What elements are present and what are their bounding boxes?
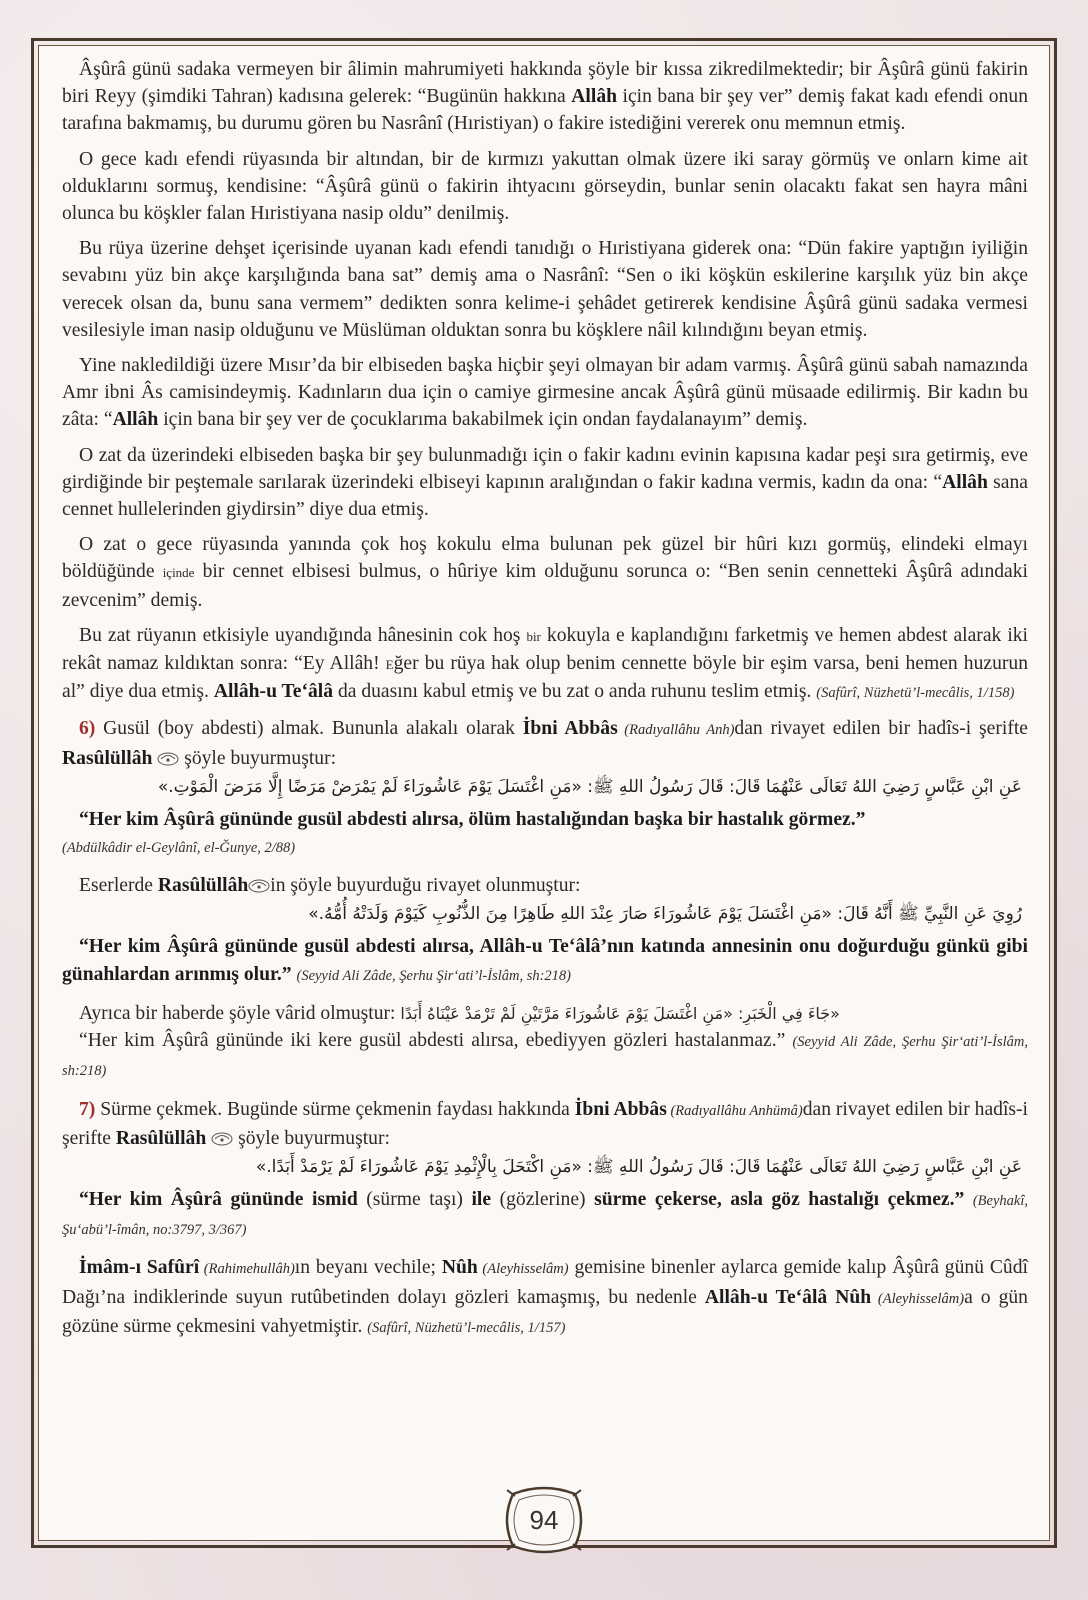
item-6-intro: 6) Gusül (boy abdesti) almak. Bununla alakalı olarak İbni Abbâs (Radıyallâhu Anh)dan rivayet edilen bir hadîs-i şerifte Rasûlüllâh şöyle buyurmuştur: xyxy=(62,718,1029,769)
final-paragraph: İmâm-ı Safûrî (Rahimehullâh)ın beyanı vechile; Nûh (Aleyhisselâm) gemisine binenler aylarca gemide kalıp Âşûrâ günü Cûdî Dağı’na indiklerinde suyun rutûbetinden dolayı gözleri kamaşmış, bu nedenle Allâh-u Te‘âlâ Nûh (Aleyhisselâm)a o gün gözüne sürme çekmesini vahyetmiştir. (Safûrî, Nüzhetü’l-mecâlis, 1/157) xyxy=(62,1257,1028,1337)
sallallahu-alayhi-wasallam-icon xyxy=(211,1130,233,1146)
translation-1: “Her kim Âşûrâ gününde gusül abdesti alırsa, ölüm hastalığından başka bir hastalık görmez.” xyxy=(79,808,866,830)
sallallahu-alayhi-wasallam-icon xyxy=(248,877,270,893)
page-content xyxy=(62,56,1028,1350)
arabic-hadith-1: عَنِ ابْنِ عَبَّاسٍ رَضِيَ اللهُ تَعَالَى عَنْهُمَا قَالَ: قَالَ رَسُولُ اللهِ ﷺ: «مَنِ اغْتَسَلَ يَوْمَ عَاشُورَاءَ لَمْ يَمْرَضْ مَرَضًا إِلَّا مَرَضَ الْمَوْتِ.» xyxy=(157,776,1022,797)
page-number-ornament xyxy=(499,1484,589,1556)
sallallahu-alayhi-wasallam-icon xyxy=(157,750,179,766)
paragraph-4: Yine nakledildiği üzere Mısır’da bir elbiseden başka hiçbir şeyi olmayan bir adam varmış. Âşûrâ günü sabah namazında Amr ibni Âs camisindeymiş. Kadınların dua için o camiye girmesine ancak Âşûrâ günü müsaade edilirmiş. Bir kadın bu zâta: “Allâh için bana bir şey ver de çocuklarıma bakabilmek için ondan faydalanayım” demiş. xyxy=(62,355,1028,431)
arabic-hadith-3: «جَاءَ فِي الْخَبَرِ: «مَنِ اغْتَسَلَ يَوْمَ عَاشُورَاءَ مَرَّتَيْنِ لَمْ تَرْمَدْ عَيْنَاهُ أَبَدًا xyxy=(400,1003,840,1023)
translation-2: “Her kim Âşûrâ gününde gusül abdesti alırsa, Allâh-u Te‘âlâ’nın katında annesinin onu doğurduğu günkü gibi günahlardan arınmış olur.” (Seyyid Ali Zâde, Şerhu Şir‘ati’l-İslâm, sh:218) xyxy=(62,936,1028,985)
translation-4: “Her kim Âşûrâ gününde ismid (sürme taşı) ile (gözlerine) sürme çekerse, asla göz hastalığı çekmez.” (Beyhakî, Şu‘abü’l-îmân, no:3797, 3/367) xyxy=(62,1188,1028,1239)
paragraph-3: Bu rüya üzerine dehşet içerisinde uyanan kadı efendi tanıdığı o Hıristiyana giderek ona: “Dün fakire yaptığın iyiliğin sevabını yüz bin akçe karşılığında bana sat” demiş ama o Nasrânî: “Sen o iki köşkün eskilerine karşılık yüz bin akçe verecek olsan da, bunu sana vermem” dedikten sonra kelime-i şehâdet getirerek kendisine Âşûrâ günü sadaka vermesi vesilesiyle iman nasip olduğunu ve Müslüman olduktan sonra bu köşklere nâil kılındığını beyan etmiş. xyxy=(62,238,1028,341)
item-6-paragraph-3: Ayrıca bir haberde şöyle vârid olmuştur: «جَاءَ فِي الْخَبَرِ: «مَنِ اغْتَسَلَ يَوْمَ عَاشُورَاءَ مَرَّتَيْنِ لَمْ تَرْمَدْ عَيْنَاهُ أَبَدًا xyxy=(79,1002,840,1024)
arabic-hadith-2: رُوِيَ عَنِ النَّبِيِّ ﷺ أَنَّهُ قَالَ: «مَنِ اغْتَسَلَ يَوْمَ عَاشُورَاءَ صَارَ عِنْدَ اللهِ طَاهِرًا مِنَ الذُّنُوبِ كَيَوْمَ وَلَدَتْهُ أُمُّهُ.» xyxy=(308,904,1022,925)
citation-1: (Abdülkâdir el-Geylânî, el-Ğunye, 2/88) xyxy=(62,840,296,857)
paragraph-7: Bu zat rüyanın etkisiyle uyandığında hânesinin cok hoş bir kokuyla e kaplandığını farketmiş ve hemen abdest alarak iki rekât namaz kıldıktan sonra: “Ey Allâh! Eğer bu rüya hak olup benim cennette böyle bir eşim varsa, beni hemen huzurun al” diye dua etmiş. Allâh-u Te‘âlâ da duasını kabul etmiş ve bu zat o anda ruhunu teslim etmiş. (Safûrî, Nüzhetü’l-mecâlis, 1/158) xyxy=(62,624,1029,703)
paragraph-5: O zat da üzerindeki elbiseden başka bir şey bulunmadığı için o fakir kadını evinin kapısına kadar peşi sıra getirmiş, eve girdiğinde bir peştemale sarılarak üzerindeki elbiseyi kapının aralığından o fakir kadına vermis, kadın da ona: “Allâh sana cennet hullelerinden giydirsin” diye dua etmiş. xyxy=(62,444,1028,521)
paragraph-6: O zat o gece rüyasında yanında çok hoş kokulu elma bulunan pek güzel bir hûri kızı gormüş, elindeki elmayı böldüğünde içinde bir cennet elbisesi bulmus, o hûriye kim olduğunu sorunca o: “Ben senin cennetteki Âşûrâ adındaki zevcenim” demiş. xyxy=(62,534,1028,611)
arabic-hadith-4: عَنِ ابْنِ عَبَّاسٍ رَضِيَ اللهُ تَعَالَى عَنْهُمَا قَالَ: قَالَ رَسُولُ اللهِ ﷺ: «مَنِ اكْتَحَلَ بِالْإِثْمِدِ يَوْمَ عَاشُورَاءَ لَمْ يَرْمَدْ أَبَدًا.» xyxy=(255,1156,1022,1177)
paragraph-1: Âşûrâ günü sadaka vermeyen bir âlimin mahrumiyeti hakkında şöyle bir kıssa zikredilmektedir; bir Âşûrâ günü fakirin biri Reyy (şimdiki Tahran) kadısına gelerek: “Bugünün hakkına Allâh için bana bir şey ver” demiş fakat kadı efendi onun tarafına bakmamış, bu durumu gören bu Nasrânî (Hıristiyan) o fakire istediğini vererek onu memnun etmiş. xyxy=(62,59,1028,135)
paragraph-2: O gece kadı efendi rüyasında bir altından, bir de kırmızı yakuttan olmak üzere iki saray görmüş ve onlarn kime ait olduklarını sormuş, kendisine: “Âşûrâ günü o fakirin ihtyacını görseydin, bunlar senin olacaktı fakat sen hayra mâni olunca bu köşkler falan Hıristiyana nasip oldu” denilmiş. xyxy=(62,148,1028,225)
item-6-paragraph-2: Eserlerde Rasûlüllâh in şöyle buyurduğu rivayet olunmuştur: xyxy=(79,875,581,897)
item-7-intro: 7) Sürme çekmek. Bugünde sürme çekmenin faydası hakkında İbni Abbâs (Radıyallâhu Anhümâ)dan rivayet edilen bir hadîs-i şerifte Rasûlüllâh şöyle buyurmuştur: xyxy=(62,1098,1028,1149)
page-number: 94 xyxy=(529,1505,559,1535)
translation-3: “Her kim Âşûrâ gününde iki kere gusül abdesti alırsa, ebediyyen gözleri hastalanmaz.” (Seyyid Ali Zâde, Şerhu Şir‘ati’l-İslâm, sh:218) xyxy=(62,1030,1028,1080)
